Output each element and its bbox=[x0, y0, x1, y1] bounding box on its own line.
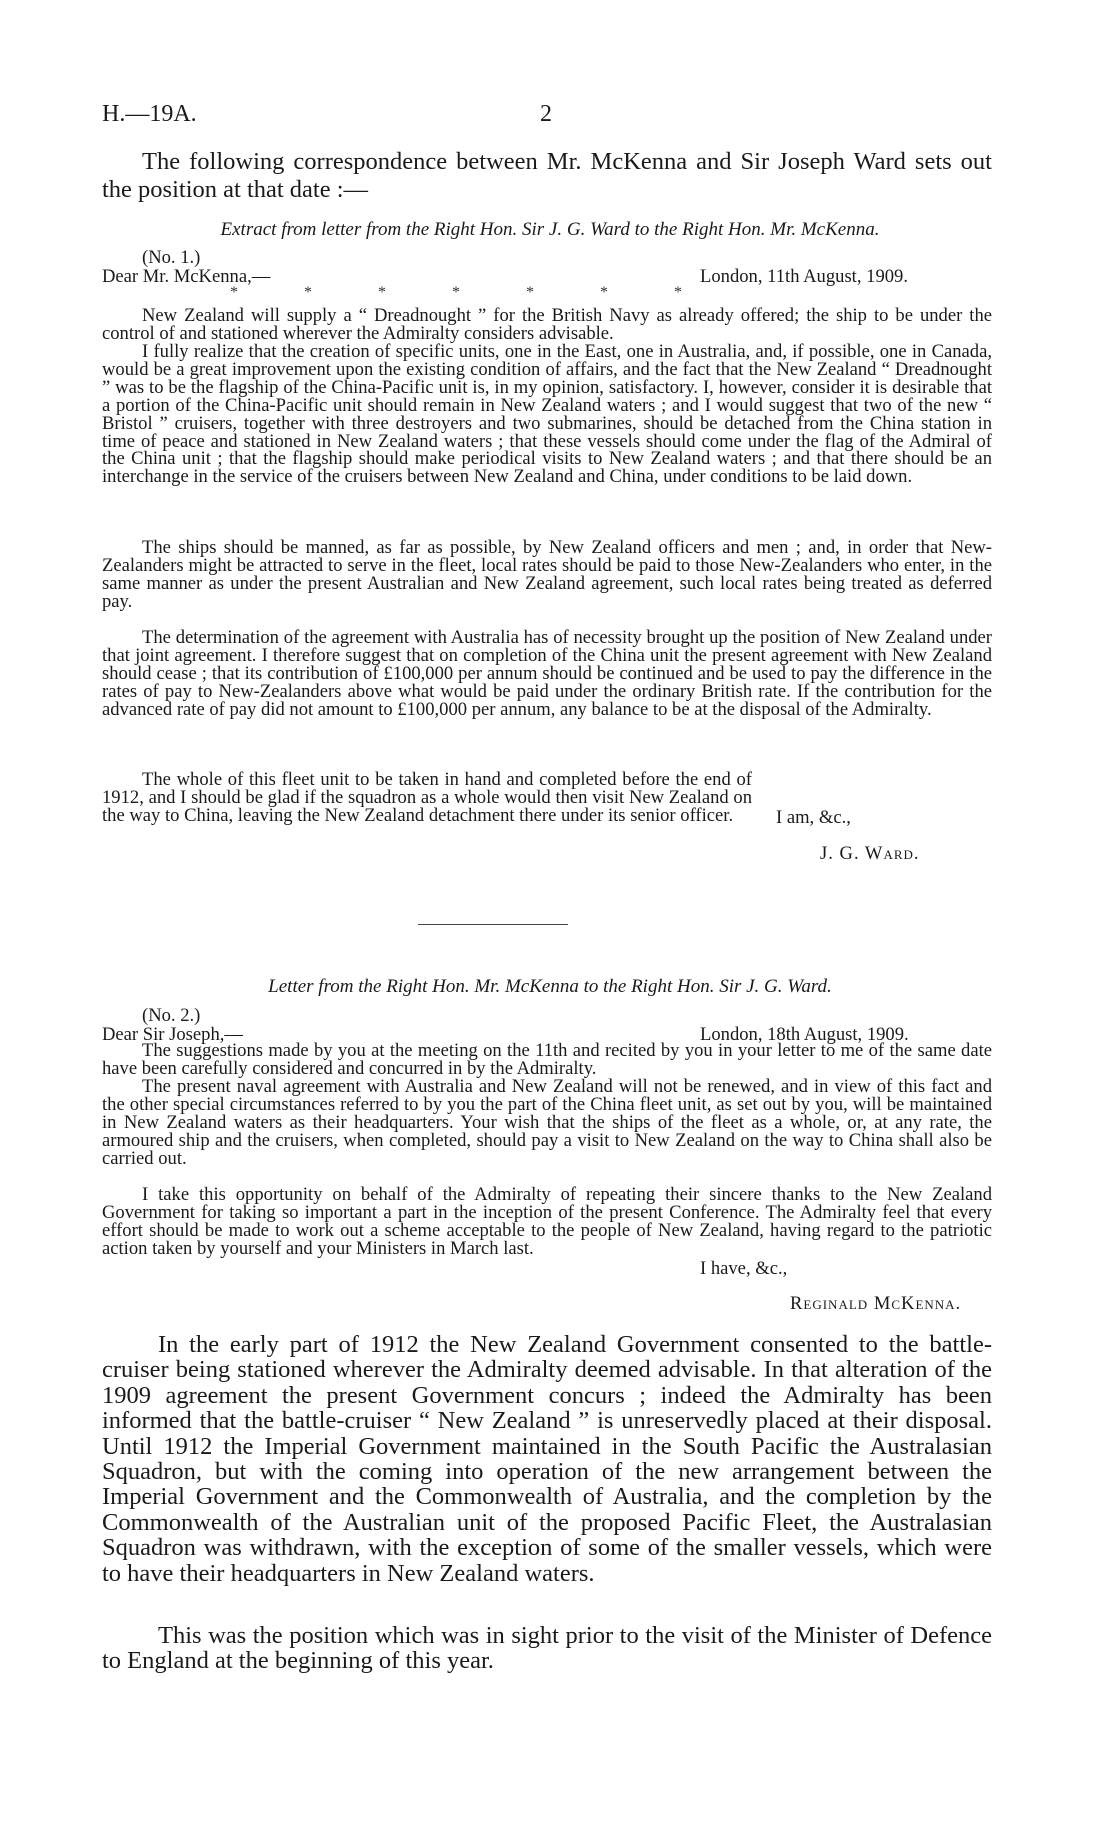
letter1-salutation: Dear Mr. McKenna,— bbox=[102, 266, 271, 287]
letter1-signature: J. G. Ward. bbox=[820, 843, 920, 864]
letter1-title: Extract from letter from the Right Hon. Sir J. G. Ward to the Right Hon. Mr. McKenna. bbox=[220, 219, 880, 240]
letter1-paragraph: I fully realize that the creation of specific units, one in the East, one in Australia, and, if possible, one in Canada, would be a great improvement upon the existing condition of affairs, and the fact that the New Zealand “ Dreadnought ” was to be the flagship of the China-Pacific unit is, in my opinion, satisfactory. I, however, consider it is desirable that a portion of the China-Pacific unit should remain in New Zealand waters ; and I would suggest that two of the new “ Bristol ” cruisers, together with three destroyers and two submarines, should be detached from the China station in time of peace and stationed in New Zealand waters ; that these vessels should come under the flag of the Admiral of the China unit ; that the flagship should make periodical visits to New Zealand waters ; and that there should be an interchange in the service of the cruisers between New Zealand and China, under conditions to be laid down. bbox=[102, 341, 992, 488]
omission-marks: * * * * * * * bbox=[230, 284, 682, 301]
letter1-closing: I am, &c., bbox=[776, 807, 851, 828]
page-number: 2 bbox=[540, 101, 552, 127]
intro-paragraph: The following correspondence between Mr. McKenna and Sir Joseph Ward sets out the position at that date :— bbox=[102, 148, 992, 203]
document-code: H.—19A. bbox=[102, 101, 197, 127]
letter2-closing: I have, &c., bbox=[700, 1258, 788, 1279]
letter2-number: (No. 2.) bbox=[142, 1005, 201, 1026]
letter2-salutation: Dear Sir Joseph,— bbox=[102, 1024, 243, 1045]
body-paragraph: This was the position which was in sight prior to the visit of the Minister of Defence to England at the beginning of this year. bbox=[102, 1622, 992, 1675]
letter1-paragraph: The determination of the agreement with Australia has of necessity brought up the position of New Zealand under that joint agreement. I therefore suggest that on completion of the China unit the present agreement with New Zealand should cease ; that its contribution of £100,000 per annum should be continued and be used to pay the difference in the rates of pay to New-Zealanders above what would be paid under the ordinary British rate. If the contribution for the advanced rate of pay did not amount to £100,000 per annum, any balance to be at the disposal of the Admiralty. bbox=[102, 627, 992, 720]
letter2-signature: Reginald McKenna. bbox=[790, 1293, 962, 1314]
letter1-paragraph: New Zealand will supply a “ Dreadnought ” for the British Navy as already offered; the ship to be under the control of and stationed wherever the Admiralty considers advisable. bbox=[102, 305, 992, 344]
letter2-title: Letter from the Right Hon. Mr. McKenna to the Right Hon. Sir J. G. Ward. bbox=[268, 976, 832, 997]
letter2-paragraph: The present naval agreement with Australia and New Zealand will not be renewed, and in view of this fact and the other special circumstances referred to by you the part of the China fleet unit, as set out by you, will be maintained in New Zealand waters as their headquarters. Your wish that the ships of the fleet as a whole, or, at any rate, the armoured ship and the cruisers, when completed, should pay a visit to New Zealand on the way to China shall also be carried out. bbox=[102, 1076, 992, 1169]
letter2-paragraph: I take this opportunity on behalf of the Admiralty of repeating their sincere thanks to the New Zealand Government for taking so important a part in the inception of the present Conference. The Admiralty feel that every effort should be made to work out a scheme acceptable to the people of New Zealand, having regard to the patriotic action taken by yourself and your Ministers in March last. bbox=[102, 1184, 992, 1259]
letter2-date: London, 18th August, 1909. bbox=[700, 1024, 909, 1045]
letter1-paragraph: The whole of this fleet unit to be taken in hand and completed before the end of 1912, and I should be glad if the squadron as a whole would then visit New Zealand on the way to China, leaving the New Zealand detachment there under its senior officer. bbox=[102, 769, 752, 826]
section-divider bbox=[418, 924, 568, 925]
letter1-number: (No. 1.) bbox=[142, 247, 201, 268]
letter1-date: London, 11th August, 1909. bbox=[700, 266, 908, 287]
letter1-paragraph: The ships should be manned, as far as possible, by New Zealand officers and men ; and, in order that New-Zealanders might be attracted to serve in the fleet, local rates should be paid to those New-Zealanders who enter, in the same manner as under the present Australian and New Zealand agreement, such local rates being treated as deferred pay. bbox=[102, 537, 992, 612]
body-paragraph: In the early part of 1912 the New Zealand Government consented to the battle-cruiser being stationed wherever the Admiralty deemed advisable. In that alteration of the 1909 agreement the present Government concurs ; indeed the Admiralty has been informed that the battle-cruiser “ New Zealand ” is unreservedly placed at their disposal. Until 1912 the Imperial Government maintained in the South Pacific the Australasian Squadron, but with the coming into operation of the new arrangement between the Imperial Government and the Commonwealth of Australia, and the completion by the Commonwealth of the Australian unit of the proposed Pacific Fleet, the Australasian Squadron was withdrawn, with the exception of some of the smaller vessels, which were to have their headquarters in New Zealand waters. bbox=[102, 1331, 992, 1587]
letter2-paragraph: The suggestions made by you at the meeting on the 11th and recited by you in your letter to me of the same date have been carefully considered and concurred in by the Admiralty. bbox=[102, 1040, 992, 1079]
